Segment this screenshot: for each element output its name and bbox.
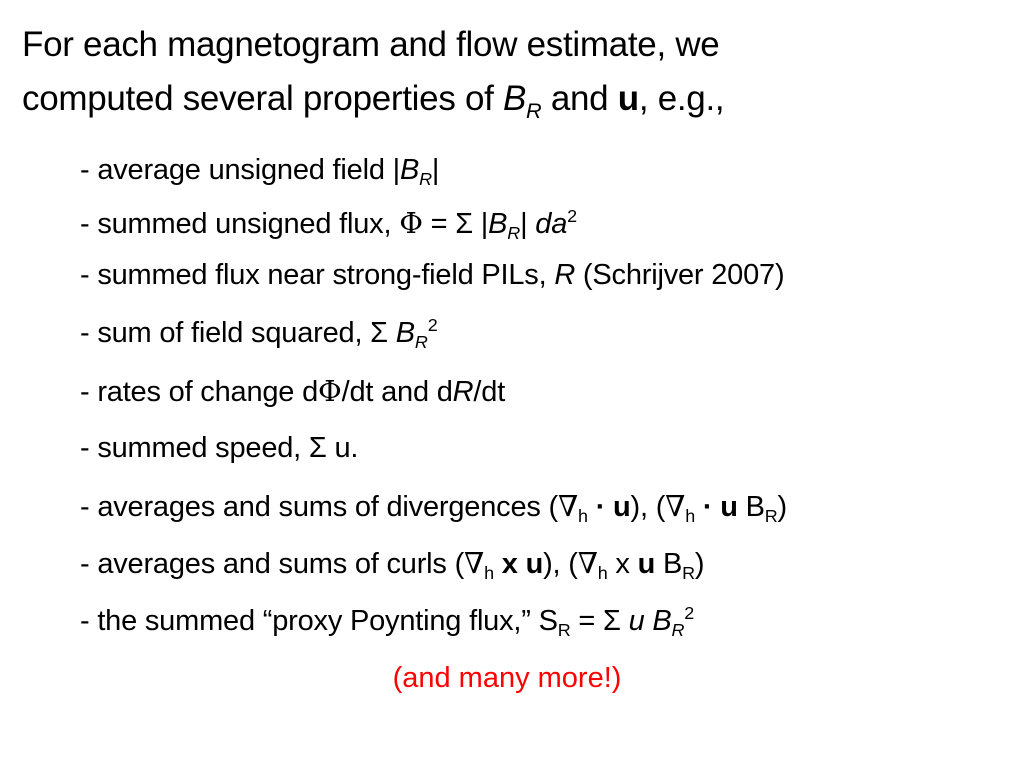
- u-symbol: u: [617, 79, 639, 118]
- b-symbol: B: [399, 154, 420, 186]
- bullet-text: - averages and sums of curls (: [80, 548, 465, 580]
- intro-line-2-text: computed several properties of: [22, 79, 503, 118]
- nabla-symbol: ∇: [464, 546, 485, 580]
- u-symbol: u: [628, 605, 645, 637]
- bullet-text: - averages and sums of divergences (: [80, 491, 558, 523]
- h-subscript: h: [484, 563, 494, 584]
- bullet-text: ): [694, 548, 705, 580]
- h-subscript: h: [597, 563, 608, 584]
- bullet-text: - sum of field squared, Σ: [80, 317, 396, 349]
- intro-line-1: For each magnetogram and flow estimate, we: [22, 25, 720, 64]
- intro-line-2: [22, 72, 982, 126]
- bullet-proxy-poynting-flux: [80, 603, 694, 639]
- superscript: 2: [567, 206, 577, 227]
- bullet-text: = Σ |: [422, 208, 489, 240]
- r-subscript: R: [419, 169, 432, 190]
- bullet-text: ), (: [543, 548, 578, 580]
- b-symbol: B: [652, 605, 672, 637]
- b-symbol: B: [395, 317, 415, 349]
- r-symbol: R: [554, 259, 576, 291]
- r-subscript: R: [557, 620, 571, 641]
- bullet-text: |: [520, 208, 536, 240]
- phi-symbol: Φ: [399, 206, 423, 240]
- r-subscript: R: [764, 506, 778, 527]
- bullet-average-unsigned-field: [80, 152, 439, 188]
- intro-paragraph: [22, 18, 982, 126]
- bullet-summed-speed: [80, 430, 358, 466]
- nabla-symbol: ∇: [665, 489, 686, 523]
- bullet-divergences: [80, 488, 787, 525]
- bullet-summed-unsigned-flux: [80, 205, 577, 242]
- nabla-symbol: ∇: [557, 489, 579, 523]
- bullet-text: - the summed “proxy Poynting flux,” S: [80, 605, 558, 637]
- bullet-text: - rates of change d: [80, 376, 319, 408]
- r-subscript: R: [671, 620, 685, 641]
- r-subscript: R: [507, 223, 521, 244]
- da-symbol: da: [535, 208, 568, 240]
- dot-operator: ·: [695, 491, 721, 523]
- closing-note: (and many more!): [392, 662, 622, 694]
- bullet-text: (Schrijver 2007): [575, 259, 785, 291]
- b-symbol: B: [655, 548, 683, 580]
- u-symbol: u: [525, 548, 544, 580]
- u-symbol: u: [637, 548, 656, 580]
- bullet-text: ): [777, 491, 787, 523]
- bullet-text: = Σ: [570, 605, 629, 637]
- r-subscript: R: [414, 332, 428, 353]
- phi-symbol: Φ: [318, 374, 342, 408]
- bullet-sum-field-squared: [80, 315, 438, 351]
- u-symbol: u: [613, 491, 631, 523]
- eg-text: , e.g.,: [638, 79, 725, 118]
- bullet-text: - average unsigned field |: [80, 154, 400, 186]
- dot-operator: ·: [587, 491, 614, 523]
- r-subscript: R: [682, 563, 695, 584]
- r-subscript: R: [526, 97, 542, 123]
- cross-operator: x: [493, 548, 526, 580]
- h-subscript: h: [685, 506, 696, 527]
- b-symbol: B: [488, 208, 508, 240]
- bullet-text: - summed speed, Σ u.: [80, 432, 359, 464]
- bullet-rates-of-change: [80, 373, 505, 410]
- bullet-text: ), (: [630, 491, 666, 523]
- u-symbol: u: [720, 491, 738, 523]
- and-word: and: [541, 79, 618, 118]
- bullet-text: /dt: [473, 376, 506, 408]
- bullet-text: |: [431, 154, 440, 186]
- superscript: 2: [427, 315, 438, 336]
- cross-operator: x: [607, 548, 638, 580]
- superscript: 2: [684, 603, 695, 624]
- h-subscript: h: [578, 506, 588, 527]
- bullet-curls: [80, 545, 704, 582]
- b-symbol: B: [502, 79, 527, 118]
- bullet-text: /dt and d: [341, 376, 453, 408]
- bullet-text: - summed unsigned flux,: [80, 208, 400, 240]
- r-symbol: R: [452, 376, 474, 408]
- nabla-symbol: ∇: [577, 546, 598, 580]
- bullet-text: - summed flux near strong-field PILs,: [80, 259, 555, 291]
- b-symbol: B: [737, 491, 765, 523]
- bullet-summed-flux-pils: [80, 257, 784, 293]
